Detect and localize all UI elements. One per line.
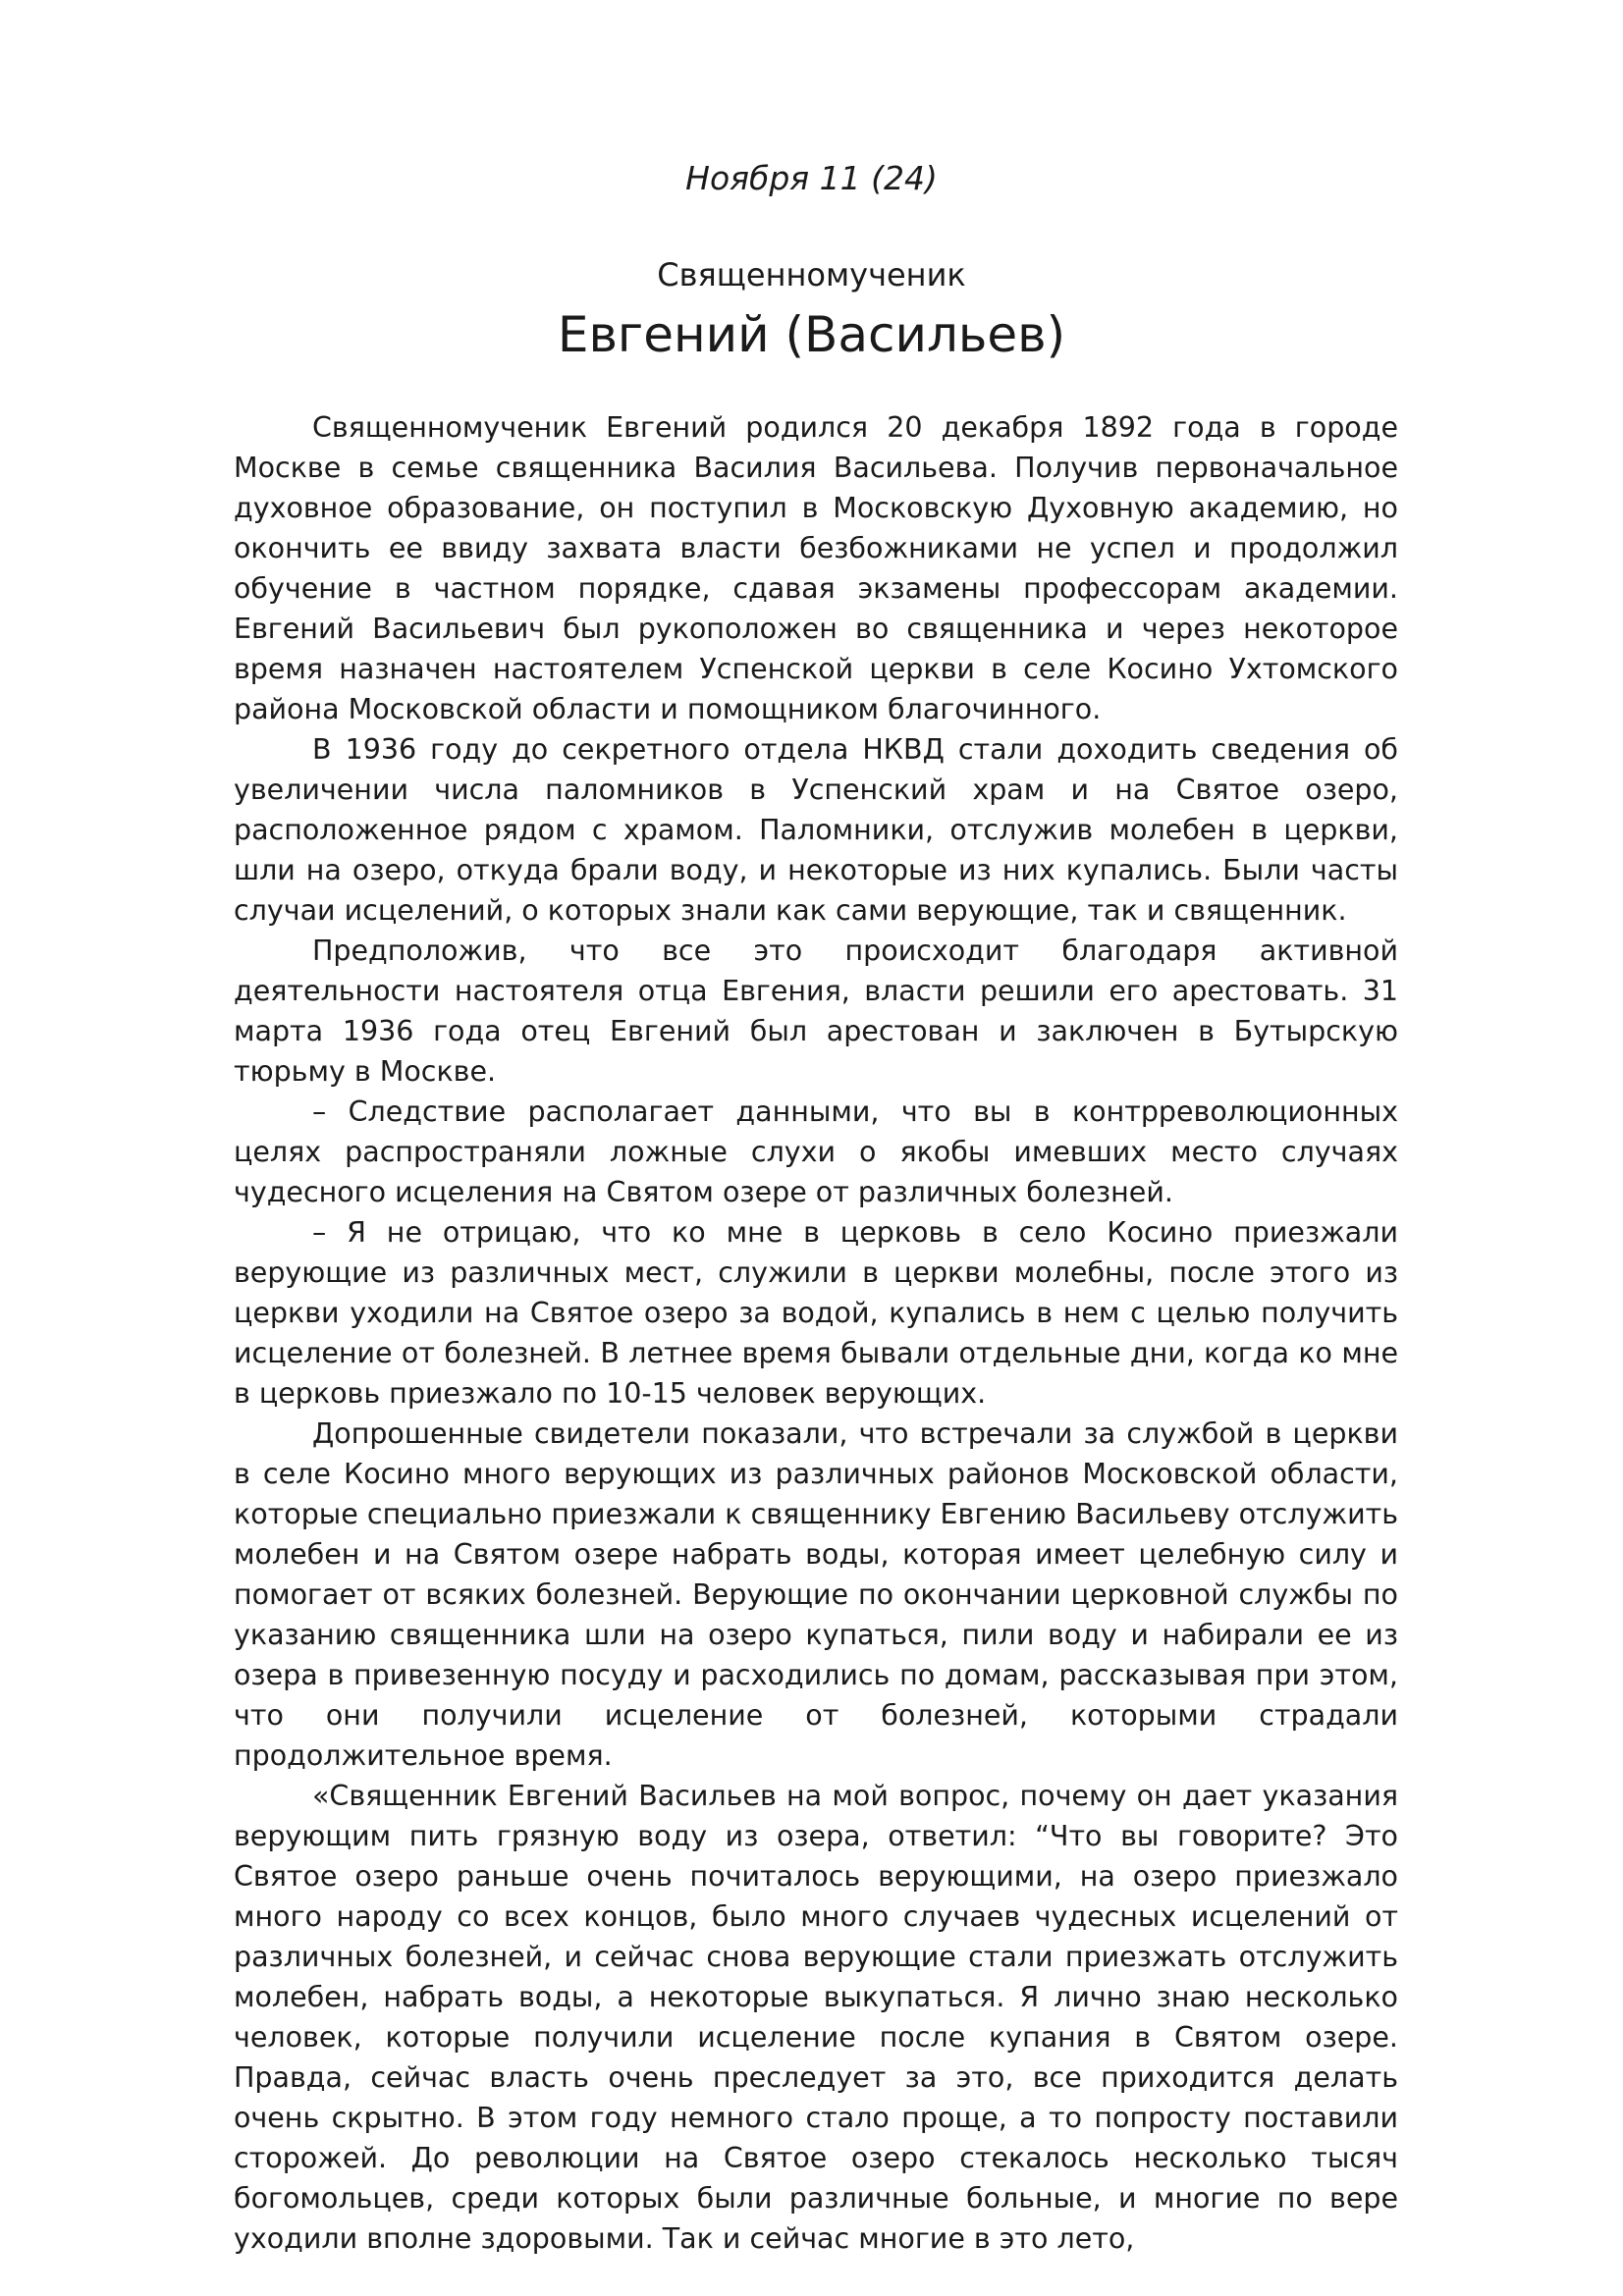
page-title: Евгений (Васильев) bbox=[557, 306, 1066, 363]
paragraph: Допрошенные свидетели показали, что встречали за службой в церкви в селе Косино много верующих из различных районов Московской области, которые специально приезжали к священнику Евгению Васильеву отслужить молебен и на Святом озере набрать воды, которая имеет целебную силу и помогает от всяких болезней. Верующие по окончании церковной службы по указанию священника шли на озеро купаться, пили воду и набирали ее из озера в привезенную посуду и расходились по домам, рассказывая при этом, что они получили исцеление от болезней, которыми страдали продолжительное время. bbox=[234, 1417, 1398, 1772]
date-heading: Ноября 11 (24) bbox=[685, 159, 938, 197]
paragraph: «Священник Евгений Васильев на мой вопрос, почему он дает указания верующим пить грязную воду из озера, ответил: “Что вы говорите? Это Святое озеро раньше очень почиталось верующими, на озеро приезжало много народу со всех концов, было много случаев чудесных исцелений от различных болезней, и сейчас снова верующие стали приезжать отслужить молебен, набрать воды, а некоторые выкупаться. Я лично знаю несколько человек, которые получили исцеление после купания в Святом озере. Правда, сейчас власть очень преследует за это, все приходится делать очень скрытно. В этом году немного стало проще, а то попросту поставили сторожей. До революции на Святое озеро стекалось несколько тысяч богомольцев, среди которых были различные больные, и многие по вере уходили вполне здоровыми. Так и сейчас многие в это лето, bbox=[234, 1780, 1398, 2255]
paragraph: Священномученик Евгений родился 20 декабря 1892 года в городе Москве в семье священника Василия Васильева. Получив первоначальное духовное образование, он поступил в Московскую Духовную академию, но окончить ее ввиду захвата власти безбожниками не успел и продолжил обучение в частном порядке, сдавая экзамены профессорам академии. Евгений Васильевич был рукоположен во священника и через некоторое время назначен настоятелем Успенской церкви в селе Косино Ухтомского района Московской области и помощником благочинного. bbox=[234, 411, 1398, 725]
body-text bbox=[234, 407, 1398, 2259]
paragraph: – Следствие располагает данными, что вы в контрреволюционных целях распространяли ложные слухи о якобы имевших место случаях чудесного исцеления на Святом озере от различных болезней. bbox=[234, 1095, 1398, 1208]
page-subtitle: Священномученик bbox=[657, 256, 966, 294]
paragraph: Предположив, что все это происходит благодаря активной деятельности настоятеля отца Евгения, власти решили его арестовать. 31 марта 1936 года отец Евгений был арестован и заключен в Бутырскую тюрьму в Москве. bbox=[234, 934, 1398, 1088]
paragraph: – Я не отрицаю, что ко мне в церковь в село Косино приезжали верующие из различных мест, служили в церкви молебны, после этого из церкви уходили на Святое озеро за водой, купались в нем с целью получить исцеление от болезней. В летнее время бывали отдельные дни, когда ко мне в церковь приезжало по 10-15 человек верующих. bbox=[234, 1216, 1398, 1410]
paragraph: В 1936 году до секретного отдела НКВД стали доходить сведения об увеличении числа паломников в Успенский храм и на Святое озеро, расположенное рядом с храмом. Паломники, отслужив молебен в церкви, шли на озеро, откуда брали воду, и некоторые из них купались. Были часты случаи исцелений, о которых знали как сами верующие, так и священник. bbox=[234, 733, 1398, 927]
